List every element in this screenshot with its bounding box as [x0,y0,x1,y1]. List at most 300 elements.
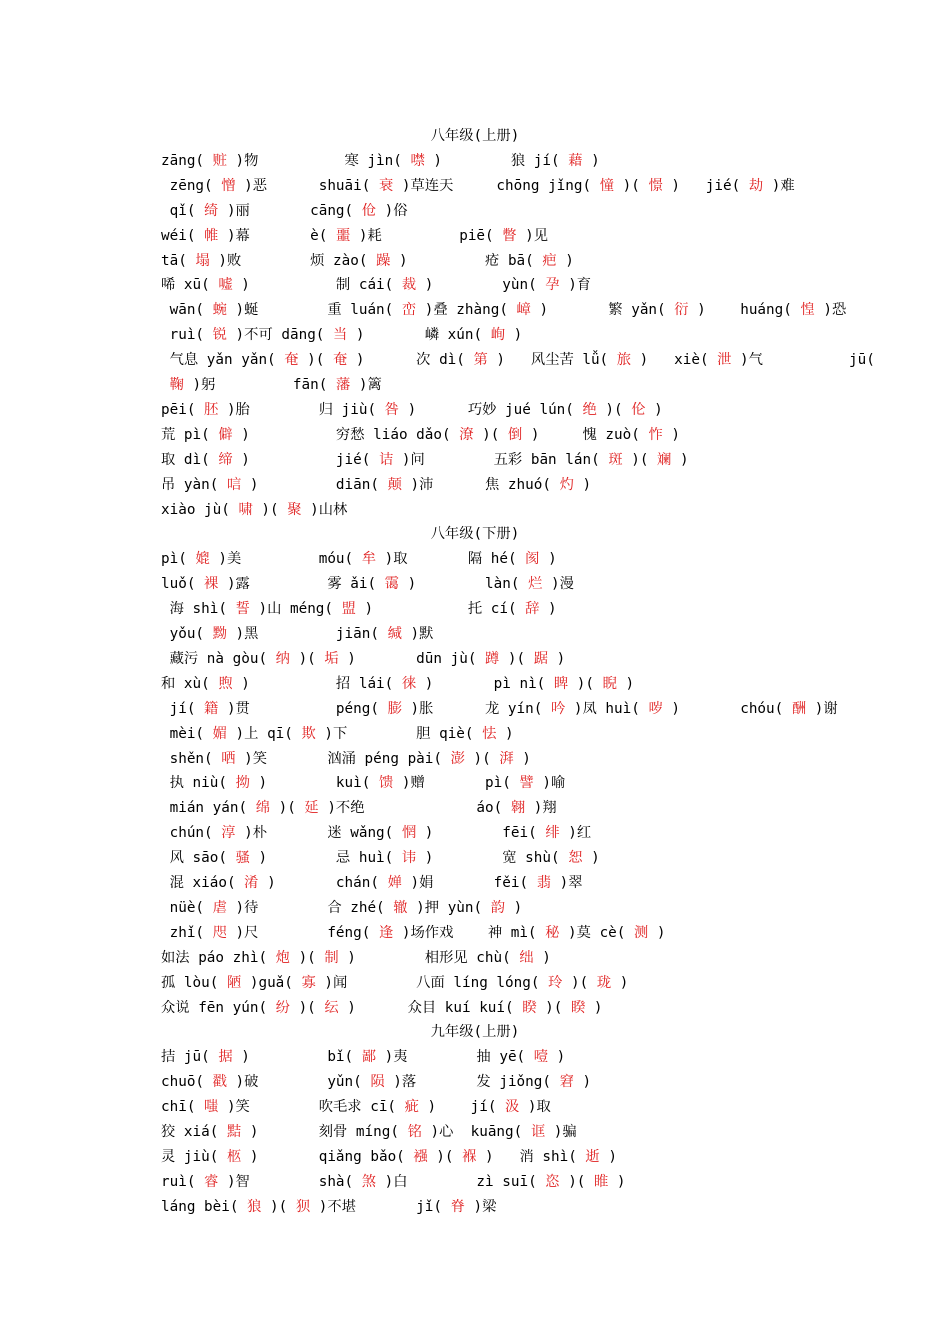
pinyin-text: )场作戏 神 mì( [393,924,546,941]
pinyin-text: láng bèi( [161,1198,248,1215]
pinyin-text: ) diān( [241,476,388,493]
answer-character: 孕 [545,277,560,294]
answer-character: 淆 [244,875,259,891]
answer-character: 裸 [204,576,219,593]
answer-character: 睽 [570,999,586,1016]
pinyin-text: ) 疮 bā( [390,252,543,269]
vocab-line [161,473,811,497]
pinyin-text: )物 寒 jìn( [226,152,411,169]
answer-character: 怯 [482,725,497,742]
answer-character: 疤 [542,252,557,269]
pinyin-text: )美 móu( [209,551,362,568]
pinyin-text: 藏污 nà gòu( [161,650,276,667]
pinyin-text: ) [662,426,680,443]
pinyin-text: ) 消 shì( [476,1148,586,1165]
answer-character: 狼 [247,1198,262,1215]
pinyin-text: ) huáng( [688,302,801,319]
answer-character: 咎 [384,401,399,418]
pinyin-text: nüè( [161,899,213,916]
answer-character: 咫 [212,924,227,941]
answer-character: 逢 [378,924,394,941]
pinyin-text: )guǎ( [241,974,302,991]
pinyin-text: )( [289,949,325,966]
answer-character: 煦 [218,675,233,692]
answer-character: 黝 [212,626,227,642]
pinyin-text: ) 托 cí( [355,601,526,618]
answer-character: 旅 [616,352,632,369]
answer-character: 婵 [387,875,402,891]
answer-character: 蜿 [212,302,227,319]
vocab-line [161,498,811,522]
answer-character: 淳 [221,825,236,842]
pinyin-text: ) [513,750,531,767]
pinyin-text: yǒu( [161,626,213,642]
vocab-line [161,722,811,746]
answer-character: 衰 [378,177,394,194]
answer-character: 睨 [602,675,617,692]
pinyin-text: )俗 [376,202,408,219]
pinyin-text: chún( [161,825,222,842]
pinyin-text: ) [533,949,551,966]
pinyin-text: )胀 龙 yín( [401,700,551,717]
pinyin-text: 众说 fēn yún( [161,999,276,1016]
pinyin-text: )骗 [545,1124,577,1140]
pinyin-text: 吊 yàn( [161,476,227,493]
pinyin-text: )败 烦 zào( [209,252,377,269]
answer-character: 籍 [204,700,219,717]
pinyin-text: ) fēi( [416,825,546,842]
answer-character: 惘 [401,825,417,842]
pinyin-text: )山 méng( [249,601,342,618]
answer-character: 鞠 [169,377,184,393]
answer-character: 制 [324,949,339,966]
pinyin-text: ) yùn( [416,277,546,294]
answer-character: 噩 [335,227,351,244]
pinyin-text: )赠 pì( [393,775,520,792]
pinyin-text: ) [585,999,603,1016]
vocab-line [161,622,811,646]
vocab-line [161,174,811,198]
pinyin-text: ) [645,401,663,418]
answer-character: 灼 [559,476,574,493]
pinyin-text: )( [427,1148,463,1165]
answer-character: 僻 [218,426,233,443]
pinyin-text: ) [505,899,523,916]
pinyin-text: zēng( [161,177,222,194]
pinyin-text: )沛 焦 zhuó( [401,476,560,493]
pinyin-text: )黑 jiān( [226,626,388,642]
pinyin-text: 海 shì( [161,601,236,618]
vocab-line [161,348,875,372]
pinyin-text: )( [559,1173,595,1190]
answer-character: 纭 [324,999,339,1016]
vocab-line [161,149,811,173]
pinyin-text: ) 忌 huì( [249,850,402,867]
pinyin-text: 灵 jiù( [161,1148,227,1165]
answer-character: 劫 [748,177,764,194]
answer-character: 躁 [376,252,391,269]
pinyin-text: )智 shà( [218,1173,362,1190]
answer-character: 绮 [204,202,219,219]
pinyin-text: ) [648,924,666,941]
answer-character: 绯 [545,825,560,842]
pinyin-text: )不可 dāng( [226,327,334,344]
answer-character: 睿 [204,1173,219,1190]
pinyin-text: ruì( [161,1173,205,1190]
pinyin-text: ) bǐ( [232,1049,362,1066]
answer-character: 瞥 [502,227,517,244]
pinyin-text: ) [608,1173,626,1190]
pinyin-text: )篱 [350,377,382,393]
pinyin-text: ) jié( [662,177,749,194]
answer-character: 第 [473,352,488,369]
answer-character: 惶 [800,302,815,319]
vocab-line [161,249,811,273]
vocab-line [161,1170,811,1194]
pinyin-text: chuō( [161,1074,213,1091]
answer-character: 缄 [387,626,402,642]
pinyin-text: 唏 xū( [161,277,219,294]
answer-character: 辙 [393,899,408,916]
pinyin-text: )破 yǔn( [226,1074,371,1091]
pinyin-text: )谢 [806,700,838,717]
answer-character: 锐 [212,327,227,344]
pinyin-text: )( [252,501,288,518]
answer-character: 垢 [324,650,339,667]
pinyin-text: )红 [559,825,592,842]
answer-character: 黠 [226,1124,242,1140]
pinyin-text: 如法 páo zhì( [161,949,276,966]
answer-character: 绝 [582,401,597,418]
answer-character: 鄙 [361,1049,377,1066]
answer-character: 延 [304,800,319,817]
pinyin-text: )蜒 重 luán( [226,302,402,319]
answer-character: 泄 [717,352,732,369]
pinyin-text: )幕 è( [218,227,336,244]
answer-character: 寡 [301,974,316,991]
pinyin-text: )凤 huì( [565,700,649,717]
vocab-line [161,1095,811,1119]
pinyin-text: qǐ( [161,202,205,219]
vocab-line [161,1070,811,1094]
pinyin-text: mèi( [161,725,213,742]
answer-character: 汲 [505,1099,520,1116]
pinyin-text: )( [568,675,603,692]
vocab-line [161,199,811,223]
answer-character: 媲 [195,551,210,568]
vocab-line [161,996,811,1020]
vocab-line [161,224,811,248]
vocab-line [161,1045,811,1069]
answer-character: 湃 [499,750,514,767]
pinyin-text: ) [671,451,689,468]
answer-character: 疵 [404,1099,419,1116]
pinyin-text: ) pì nì( [416,675,554,692]
vocab-line [161,572,811,596]
answer-character: 陨 [370,1074,385,1091]
pinyin-text: wān( [161,302,213,319]
vocab-line [161,647,811,671]
pinyin-text: )莫 cè( [559,924,635,941]
vocab-line [161,373,811,397]
pinyin-text: )恶 shuāi( [235,177,379,194]
pinyin-text: ) [496,725,514,742]
pinyin-text: 和 xù( [161,675,219,692]
pinyin-text: ruì( [161,327,213,344]
pinyin-text: ) làn( [398,576,529,593]
pinyin-text: ) kuì( [249,775,379,792]
pinyin-text: )( [464,750,500,767]
answer-character: 酬 [791,700,807,717]
answer-character: 伦 [631,401,646,418]
answer-character: 襁 [413,1148,428,1165]
answer-character: 纷 [275,999,290,1016]
pinyin-text: )( [269,800,305,817]
answer-character: 憬 [648,177,663,194]
pinyin-text: )不绝 áo( [318,800,511,817]
pinyin-text: ) 风尘苦 lǚ( [487,352,617,369]
pinyin-text: ) 制 cái( [232,277,402,294]
pinyin-text: ) 刻骨 míng( [241,1124,408,1140]
answer-character: 藉 [568,152,583,169]
answer-character: 辞 [525,601,540,618]
pinyin-text: )见 [516,227,549,244]
answer-character: 塌 [195,252,210,269]
answer-character: 嘘 [218,277,233,294]
answer-character: 窘 [559,1074,574,1091]
pinyin-text: )露 雾 ǎi( [218,576,385,593]
vocab-line [161,896,811,920]
pinyin-text: )( [261,1198,296,1215]
vocab-line [161,697,838,721]
section-heading: 八年级(上册) [430,128,520,144]
pinyin-text: )心 kuāng( [421,1124,531,1140]
pinyin-text: )夷 抽 yē( [376,1049,534,1066]
vocab-line [161,1195,811,1219]
answer-character: 煞 [361,1173,377,1190]
pinyin-text: )闻 八面 líng lóng( [315,974,549,991]
answer-character: 戳 [212,1074,227,1091]
pinyin-text: )( [473,426,508,443]
pinyin-text: ) [548,1049,566,1066]
pinyin-text: )( [596,401,632,418]
answer-character: 讳 [401,850,417,867]
pinyin-text: ) [573,1074,592,1091]
pinyin-text: pì( [161,551,196,568]
pinyin-text: )梁 [464,1198,497,1215]
vocab-line [161,547,811,571]
pinyin-text: chī( [161,1099,205,1116]
pinyin-text: ) [539,551,557,568]
answer-character: 奄 [284,352,299,369]
pinyin-text: ) 繁 yǎn( [530,302,675,319]
pinyin-text: )贯 péng( [218,700,388,717]
vocab-line [161,821,811,845]
answer-character: 唁 [226,476,242,493]
vocab-line [161,298,847,322]
answer-character: 噤 [410,152,425,169]
answer-character: 据 [218,1049,233,1066]
pinyin-text: )气 jū( [731,352,875,369]
pinyin-text: 取 dì( [161,451,219,468]
pinyin-text: 孤 lòu( [161,974,227,991]
answer-character: 颠 [387,476,402,493]
answer-character: 聚 [287,501,302,518]
pinyin-text: )笑 吹毛求 cī( [218,1099,405,1116]
pinyin-text: ) [573,476,592,493]
vocab-line [161,747,811,771]
pinyin-text: )娟 fěi( [401,875,537,891]
vocab-line [161,323,811,347]
answer-character: 虐 [212,899,227,916]
answer-character: 怍 [648,426,663,443]
answer-character: 嗤 [204,1099,219,1116]
pinyin-text: ) [599,1148,617,1165]
pinyin-text: )叠 zhàng( [416,302,517,319]
answer-character: 衍 [674,302,689,319]
answer-character: 绌 [519,949,534,966]
vocab-line [161,921,811,945]
pinyin-text: )不堪 jǐ( [310,1198,451,1215]
pinyin-text: ) [548,650,566,667]
pinyin-text: )( [298,352,334,369]
answer-character: 膨 [387,700,402,717]
pinyin-text: pēi( [161,401,205,418]
pinyin-text: )( [614,177,649,194]
answer-character: 霭 [384,576,399,593]
pinyin-text: ) 狼 jí( [424,152,569,169]
pinyin-text: ) qiǎng bǎo( [241,1148,414,1165]
answer-character: 馈 [378,775,394,792]
answer-character: 翡 [536,875,551,891]
section-heading: 八年级(下册) [430,526,520,543]
pinyin-text: ) [616,675,635,692]
answer-character: 欺 [301,725,316,742]
answer-character: 翱 [510,800,526,817]
pinyin-text: ) 相形见 chù( [338,949,520,966]
pinyin-text: ) 招 lái( [232,675,402,692]
answer-character: 憧 [599,177,615,194]
pinyin-text: )朴 迷 wǎng( [235,825,402,842]
pinyin-text: ) [582,152,600,169]
pinyin-text: )丽 cāng( [218,202,362,219]
answer-character: 逝 [585,1148,600,1165]
answer-character: 啸 [238,501,253,518]
pinyin-text: jí( [161,700,205,717]
answer-character: 潦 [459,426,474,443]
pinyin-text: ) dūn jù( [338,650,486,667]
pinyin-text: )漫 [542,576,574,593]
pinyin-text: )待 合 zhé( [226,899,394,916]
pinyin-text: 风 sāo( [161,850,236,867]
answer-character: 裁 [401,277,417,294]
answer-character: 伧 [361,202,377,219]
answer-character: 睥 [553,675,569,692]
answer-character: 秘 [545,924,560,941]
pinyin-text: )山林 [301,501,348,518]
answer-character: 脊 [450,1198,465,1215]
pinyin-text: )育 [559,277,592,294]
pinyin-text: )( [536,999,571,1016]
pinyin-text: )取 [519,1099,551,1116]
answer-character: 珑 [596,974,612,991]
pinyin-text: xiào jù( [161,501,239,518]
pinyin-text: ) xiè( [631,352,718,369]
pinyin-text: )喻 [533,775,566,792]
pinyin-text: 执 niù( [161,775,236,792]
vocab-line [161,423,811,447]
pinyin-text: )笑 汹涌 péng pài( [235,750,451,767]
pinyin-text: ) [539,601,557,618]
answer-character: 吟 [550,700,566,717]
pinyin-text: )上 qī( [226,725,302,742]
answer-character: 牟 [361,551,377,568]
vocab-line [161,672,811,696]
answer-character: 拗 [235,775,250,792]
answer-character: 陋 [226,974,242,991]
answer-character: 狈 [295,1198,311,1215]
pinyin-text: ) chóu( [662,700,792,717]
answer-character: 帷 [204,227,219,244]
pinyin-text: )难 [763,177,795,194]
vocab-line [161,846,811,870]
pinyin-text: )翔 [525,800,557,817]
answer-character: 峋 [490,327,506,344]
answer-character: 峦 [401,302,417,319]
answer-character: 斓 [657,451,672,468]
vocab-line [161,946,811,970]
answer-character: 胚 [204,401,219,418]
answer-character: 藩 [335,377,351,393]
answer-character: 测 [634,924,649,941]
pinyin-text: )耗 piē( [350,227,503,244]
answer-character: 阂 [525,551,540,568]
pinyin-text: ) [505,327,523,344]
answer-character: 睢 [594,1173,609,1190]
pinyin-text: )白 zì suī( [376,1173,546,1190]
answer-character: 诓 [530,1124,546,1140]
pinyin-text: zhǐ( [161,924,213,941]
pinyin-text: )恐 [814,302,847,319]
pinyin-text: )( [622,451,658,468]
pinyin-text: ) 众目 kuí kuí( [338,999,523,1016]
vocab-line [161,1145,811,1169]
vocab-line [161,796,811,820]
pinyin-text: 拮 jū( [161,1049,219,1066]
answer-character: 哂 [221,750,236,767]
pinyin-text: )胎 归 jiù( [218,401,385,418]
pinyin-text: ) 次 dì( [347,352,474,369]
vocab-line [161,771,811,795]
answer-character: 烂 [528,576,543,593]
answer-character: 嶂 [516,302,531,319]
pinyin-text: mián yán( [161,800,256,817]
answer-character: 媚 [212,725,227,742]
pinyin-text: ) jié( [232,451,379,468]
answer-character: 恣 [545,1173,560,1190]
pinyin-text: )躬 fān( [183,377,336,393]
answer-character: 纳 [275,650,290,667]
pinyin-text: )翠 [551,875,583,891]
answer-character: 炮 [275,949,290,966]
pinyin-text: ) 愧 zuò( [522,426,649,443]
pinyin-text: 荒 pì( [161,426,219,443]
pinyin-text: )( [562,974,597,991]
pinyin-text: )问 五彩 bān lán( [393,451,609,468]
answer-character: 憎 [221,177,236,194]
vocab-line [161,448,811,472]
answer-character: 骚 [235,850,250,867]
